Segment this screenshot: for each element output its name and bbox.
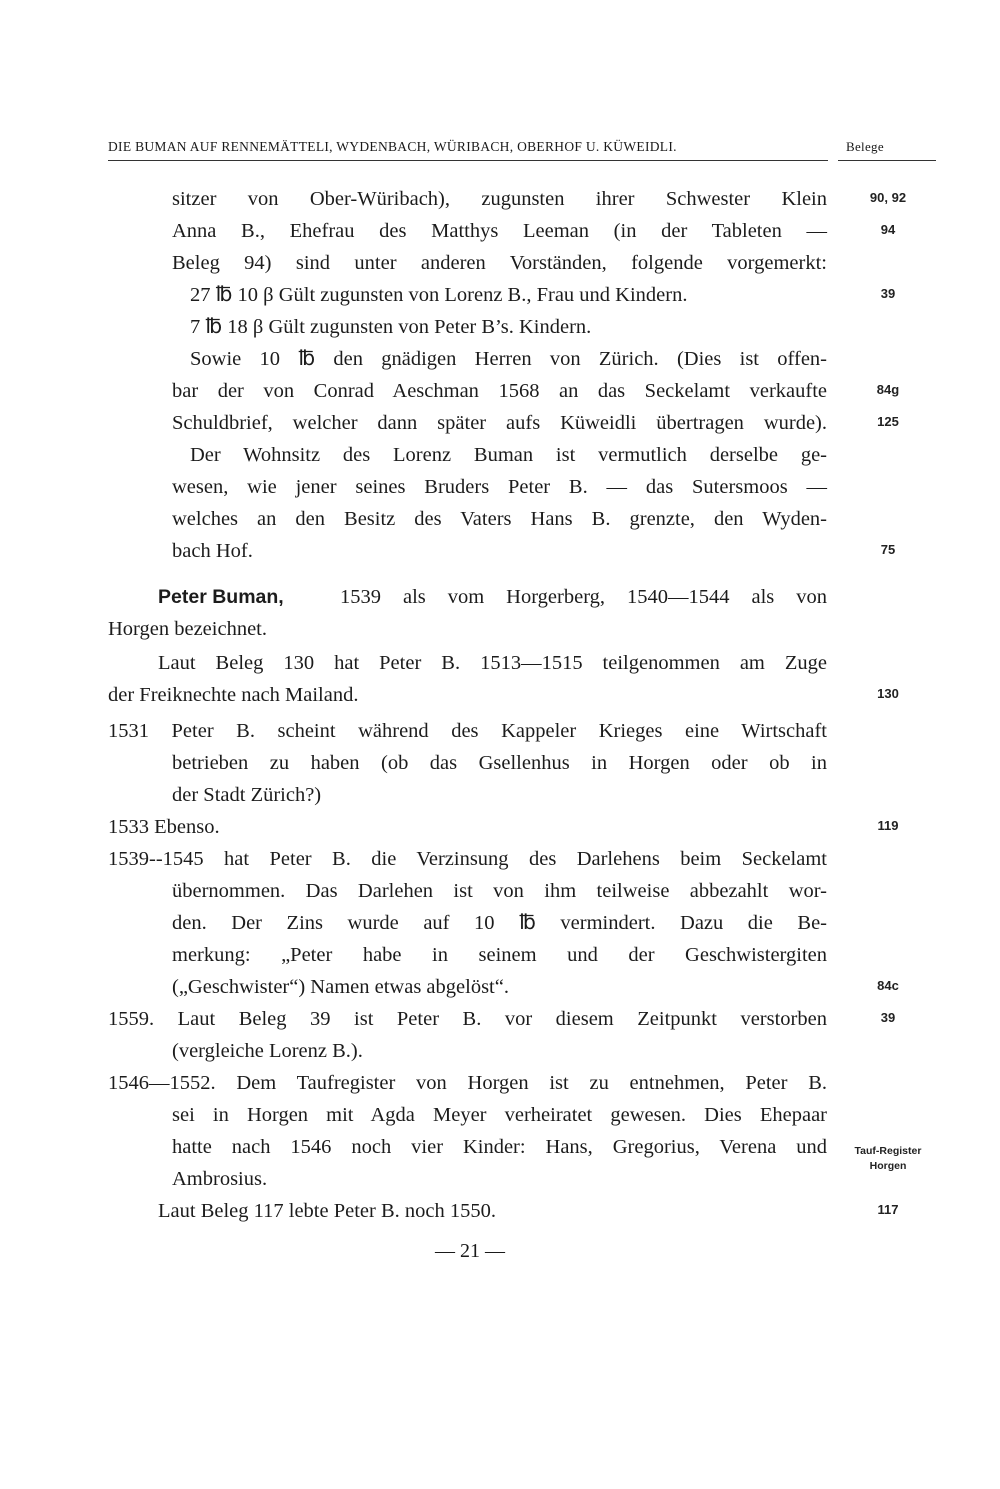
margin-ref: 125: [877, 414, 899, 429]
margin-ref: 84g: [876, 382, 900, 397]
text-line: betrieben zu haben (ob das Gsellenhus in Horgen oder ob in: [172, 752, 827, 774]
text-line: welches an den Besitz des Vaters Hans B. grenzte, den Wyden-: [172, 508, 827, 530]
text-line: Laut Beleg 117 lebte Peter B. noch 1550.: [158, 1200, 496, 1222]
text-line: Horgen bezeichnet.: [108, 618, 267, 640]
margin-ref: 84c: [877, 978, 899, 993]
text-line: Ambrosius.: [172, 1168, 268, 1190]
page-number: — 21 —: [435, 1240, 505, 1262]
text-line: 1539--1545 hat Peter B. die Verzinsung des Darlehens beim Seckelamt: [108, 848, 827, 870]
margin-ref: 39: [880, 286, 896, 301]
margin-ref: 75: [880, 542, 896, 557]
text-line: Anna B., Ehefrau des Matthys Leeman (in der Tableten —: [172, 220, 827, 242]
margin-ref: 90, 92: [869, 190, 907, 205]
margin-ref: 119: [877, 818, 899, 833]
text-line: Der Wohnsitz des Lorenz Buman ist vermutlich derselbe ge-: [190, 444, 827, 466]
text-line: 1531 Peter B. scheint während des Kappeler Krieges eine Wirtschaft: [108, 720, 827, 742]
text-line: den. Der Zins wurde auf 10 ℔ vermindert. Dazu die Be-: [172, 912, 827, 934]
text-line: 27 ℔ 10 β Gült zugunsten von Lorenz B., Frau und Kindern.: [190, 284, 688, 306]
text-line: bach Hof.: [172, 540, 253, 562]
text-line: Beleg 94) sind unter anderen Vorständen, folgende vorgemerkt:: [172, 252, 827, 274]
text-line: hatte nach 1546 noch vier Kinder: Hans, Gregorius, Verena und: [172, 1136, 827, 1158]
header-rule: [108, 160, 828, 161]
section-heading: Peter Buman,: [158, 586, 284, 608]
text-line: Schuldbrief, welcher dann später aufs Küweidli übertragen wurde).: [172, 412, 827, 434]
text-line: („Geschwister“) Namen etwas abgelöst“.: [172, 976, 509, 998]
margin-ref: Horgen: [869, 1160, 907, 1172]
text-line: sei in Horgen mit Agda Meyer verheiratet gewesen. Dies Ehepaar: [172, 1104, 827, 1126]
margin-ref: 130: [877, 686, 899, 701]
text-line: der Stadt Zürich?): [172, 784, 322, 806]
text-line: der Freiknechte nach Mailand.: [108, 684, 359, 706]
margin-ref: Tauf-Register: [854, 1145, 922, 1157]
text-line: 7 ℔ 18 β Gült zugunsten von Peter B’s. Kindern.: [190, 316, 592, 338]
text-line: (vergleiche Lorenz B.).: [172, 1040, 363, 1062]
text-line: wesen, wie jener seines Bruders Peter B. — das Sutersmoos —: [172, 476, 827, 498]
text-line: sitzer von Ober-Würibach), zugunsten ihrer Schwester Klein: [172, 188, 827, 210]
margin-ref: 94: [880, 222, 896, 237]
margin-ref: 39: [880, 1010, 896, 1025]
text-line: bar der von Conrad Aeschman 1568 an das Seckelamt verkaufte: [172, 380, 827, 402]
text-line: übernommen. Das Darlehen ist von ihm teilweise abbezahlt wor-: [172, 880, 827, 902]
text-line: 1533 Ebenso.: [108, 816, 220, 838]
margin-ref: 117: [877, 1202, 899, 1217]
text-line: Laut Beleg 130 hat Peter B. 1513—1515 teilgenommen am Zuge: [158, 652, 827, 674]
text-line: 1559. Laut Beleg 39 ist Peter B. vor diesem Zeitpunkt verstorben: [108, 1008, 827, 1030]
margin-header-rule: [838, 160, 936, 161]
text-line: Sowie 10 ℔ den gnädigen Herren von Zürich. (Dies ist offen-: [190, 348, 827, 370]
margin-column-label: Belege: [846, 139, 884, 154]
text-line: 1546—1552. Dem Taufregister von Horgen ist zu entnehmen, Peter B.: [108, 1072, 827, 1094]
running-title: DIE BUMAN AUF RENNEMÄTTELI, WYDENBACH, WÜRIBACH, OBERHOF U. KÜWEIDLI.: [108, 139, 677, 154]
text-line: merkung: „Peter habe in seinem und der Geschwistergiten: [172, 944, 827, 966]
text-line: 1539 als vom Horgerberg, 1540—1544 als von: [340, 586, 827, 608]
